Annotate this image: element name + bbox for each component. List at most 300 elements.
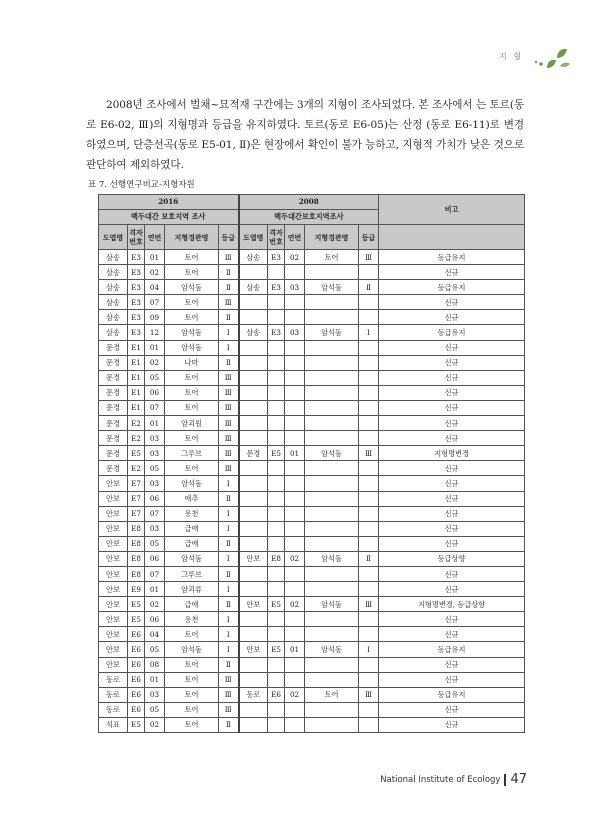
cell-serial: 12 <box>145 325 165 340</box>
cell-remark: 등급상향 <box>379 551 525 566</box>
cell-map-sheet: 안보 <box>99 476 128 491</box>
col-map-sheet: 도엽명 <box>239 225 268 250</box>
table-row <box>99 295 525 310</box>
cell-grid: E3 <box>128 295 145 310</box>
cell-remark: 신규 <box>379 461 525 476</box>
cell-serial: 03 <box>285 325 305 340</box>
cell-landform <box>305 521 359 536</box>
cell-landform: 암석돔 <box>305 642 359 657</box>
cell-serial: 01 <box>145 582 165 597</box>
cell-landform <box>305 476 359 491</box>
cell-landform: 암괴류 <box>165 582 219 597</box>
cell-grade: Ⅱ <box>219 310 239 325</box>
cell-landform <box>305 385 359 400</box>
cell-grade: Ⅲ <box>359 250 379 265</box>
cell-serial <box>285 612 305 627</box>
cell-grid: E8 <box>128 521 145 536</box>
cell-grade: Ⅱ <box>219 491 239 506</box>
cell-grade: Ⅱ <box>219 717 239 732</box>
cell-grid <box>268 536 285 551</box>
cell-serial: 01 <box>145 672 165 687</box>
col-serial: 연번 <box>285 225 305 250</box>
cell-grid: E6 <box>128 627 145 642</box>
footer-divider <box>504 774 506 786</box>
cell-grade <box>359 310 379 325</box>
cell-landform: 암석돔 <box>165 642 219 657</box>
cell-grid: E5 <box>128 717 145 732</box>
cell-remark: 신규 <box>379 491 525 506</box>
cell-grade: Ⅲ <box>219 431 239 446</box>
cell-map-sheet: 동로 <box>99 702 128 717</box>
cell-grade: Ⅱ <box>219 280 239 295</box>
cell-landform: 암석돔 <box>305 597 359 612</box>
table-row <box>99 491 525 506</box>
cell-serial <box>285 521 305 536</box>
cell-map-sheet: 안보 <box>239 642 268 657</box>
cell-grid: E3 <box>268 325 285 340</box>
col-landform-name: 지형경관명 <box>305 225 359 250</box>
cell-map-sheet <box>239 476 268 491</box>
cell-landform: 토어 <box>165 431 219 446</box>
cell-grid <box>268 295 285 310</box>
cell-remark: 지형명변경 <box>379 446 525 461</box>
cell-map-sheet: 삼송 <box>239 250 268 265</box>
col-remark-blank <box>379 225 525 250</box>
cell-serial: 03 <box>285 280 305 295</box>
footer-publisher: National Institute of Ecology <box>380 774 501 785</box>
cell-remark: 신규 <box>379 385 525 400</box>
table-row <box>99 627 525 642</box>
cell-serial: 01 <box>285 446 305 461</box>
cell-grid: E7 <box>128 476 145 491</box>
group-2016-name: 백두대간 보호지역 조사 <box>99 210 239 225</box>
cell-remark: 신규 <box>379 340 525 355</box>
cell-map-sheet: 안보 <box>239 597 268 612</box>
cell-remark: 등급유지 <box>379 280 525 295</box>
cell-map-sheet: 안보 <box>99 521 128 536</box>
cell-remark: 지형명변경, 등급상향 <box>379 597 525 612</box>
cell-grade: Ⅰ <box>219 521 239 536</box>
cell-map-sheet <box>239 491 268 506</box>
table-row <box>99 446 525 461</box>
cell-remark: 신규 <box>379 295 525 310</box>
cell-grid <box>268 265 285 280</box>
remark-header: 비고 <box>379 195 525 225</box>
cell-remark: 신규 <box>379 717 525 732</box>
table-row <box>99 325 525 340</box>
cell-grid <box>268 582 285 597</box>
table-row <box>99 340 525 355</box>
cell-serial: 05 <box>145 702 165 717</box>
cell-landform: 토어 <box>165 385 219 400</box>
table-row <box>99 551 525 566</box>
cell-grid <box>268 416 285 431</box>
cell-grade <box>359 521 379 536</box>
cell-landform: 토어 <box>165 687 219 702</box>
table-row <box>99 566 525 581</box>
cell-grade <box>359 340 379 355</box>
leaf-ornament-icon <box>533 46 573 76</box>
cell-grade <box>359 657 379 672</box>
col-grid-number: 격자번호 <box>128 225 145 250</box>
cell-landform: 토어 <box>165 657 219 672</box>
cell-serial <box>285 416 305 431</box>
page-number: 47 <box>510 772 527 787</box>
cell-grid: E1 <box>128 355 145 370</box>
cell-landform <box>305 295 359 310</box>
col-grade: 등급 <box>359 225 379 250</box>
cell-grade <box>359 295 379 310</box>
cell-landform <box>305 370 359 385</box>
cell-grid <box>268 400 285 415</box>
cell-remark: 신규 <box>379 702 525 717</box>
table-row <box>99 385 525 400</box>
cell-serial: 03 <box>145 431 165 446</box>
cell-grade: Ⅱ <box>359 551 379 566</box>
cell-map-sheet <box>239 627 268 642</box>
cell-landform <box>305 461 359 476</box>
paragraph-line: (동로 E6-11)로 변경하였으며, 단층선곡(동로 E5-01, Ⅱ)은 현장에서 확인이 불가 <box>86 119 524 151</box>
cell-map-sheet: 안보 <box>99 657 128 672</box>
cell-map-sheet <box>239 672 268 687</box>
cell-serial: 07 <box>145 506 165 521</box>
cell-remark: 신규 <box>379 521 525 536</box>
cell-grid <box>268 355 285 370</box>
cell-landform <box>305 431 359 446</box>
cell-serial: 07 <box>145 566 165 581</box>
cell-map-sheet: 안보 <box>99 551 128 566</box>
cell-serial: 05 <box>145 461 165 476</box>
cell-remark: 신규 <box>379 657 525 672</box>
cell-map-sheet: 삼송 <box>239 280 268 295</box>
cell-remark: 등급유지 <box>379 642 525 657</box>
cell-landform: 용천 <box>165 612 219 627</box>
table-row <box>99 702 525 717</box>
cell-serial <box>285 295 305 310</box>
cell-grade <box>359 431 379 446</box>
cell-grid: E5 <box>268 642 285 657</box>
cell-grid: E1 <box>128 340 145 355</box>
cell-landform: 암석돔 <box>305 325 359 340</box>
cell-landform: 암괴원 <box>165 416 219 431</box>
cell-grid <box>268 431 285 446</box>
cell-remark: 신규 <box>379 536 525 551</box>
cell-landform <box>305 506 359 521</box>
table-row <box>99 476 525 491</box>
cell-map-sheet <box>239 295 268 310</box>
cell-grade: Ⅲ <box>359 687 379 702</box>
cell-map-sheet: 문경 <box>99 446 128 461</box>
cell-map-sheet: 문경 <box>99 385 128 400</box>
table-row <box>99 506 525 521</box>
cell-landform: 토어 <box>165 627 219 642</box>
cell-grade <box>359 717 379 732</box>
cell-grade: Ⅱ <box>219 566 239 581</box>
cell-grid <box>268 385 285 400</box>
cell-landform <box>305 612 359 627</box>
cell-grade <box>359 566 379 581</box>
cell-serial <box>285 461 305 476</box>
cell-landform <box>305 627 359 642</box>
cell-landform <box>305 582 359 597</box>
cell-grade: Ⅲ <box>359 446 379 461</box>
cell-landform: 암석돔 <box>305 280 359 295</box>
cell-grade: Ⅰ <box>359 642 379 657</box>
table-row <box>99 582 525 597</box>
cell-landform: 암석돔 <box>165 551 219 566</box>
cell-map-sheet <box>239 521 268 536</box>
table-row <box>99 717 525 732</box>
cell-remark: 등급유지 <box>379 687 525 702</box>
cell-map-sheet: 삼송 <box>99 250 128 265</box>
cell-landform: 토어 <box>165 717 219 732</box>
cell-grade <box>359 355 379 370</box>
cell-grade <box>359 627 379 642</box>
cell-grid: E9 <box>128 582 145 597</box>
cell-grade: Ⅱ <box>219 355 239 370</box>
table-row <box>99 657 525 672</box>
cell-grid: E3 <box>128 325 145 340</box>
cell-serial: 01 <box>145 340 165 355</box>
cell-map-sheet: 문경 <box>99 340 128 355</box>
cell-landform: 암석돔 <box>165 476 219 491</box>
cell-serial <box>285 582 305 597</box>
cell-map-sheet <box>239 400 268 415</box>
table-row <box>99 280 525 295</box>
cell-grid: E3 <box>128 265 145 280</box>
cell-map-sheet <box>239 657 268 672</box>
page-footer <box>380 772 527 787</box>
cell-serial <box>285 657 305 672</box>
cell-serial <box>285 627 305 642</box>
group-2008-year: 2008 <box>239 195 379 210</box>
group-2016-year: 2016 <box>99 195 239 210</box>
cell-grade: Ⅰ <box>219 612 239 627</box>
cell-map-sheet: 안보 <box>99 597 128 612</box>
paragraph-line: 2008년 조사에서 벌채~묘적재 구간에는 3개의 지형이 조사되었다. 본 조사에서 <box>106 99 473 111</box>
cell-serial: 01 <box>285 642 305 657</box>
cell-map-sheet <box>239 536 268 551</box>
paragraph-line: 능하고, 지형적 가치가 낮은 것으로 판단하여 제외하였다. <box>86 139 524 171</box>
cell-landform <box>305 416 359 431</box>
cell-grid: E8 <box>128 536 145 551</box>
cell-grade: Ⅲ <box>219 250 239 265</box>
cell-grade: Ⅲ <box>219 295 239 310</box>
cell-map-sheet <box>239 717 268 732</box>
cell-landform: 암석돔 <box>165 280 219 295</box>
cell-serial: 05 <box>145 642 165 657</box>
cell-serial <box>285 566 305 581</box>
cell-grid: E1 <box>128 370 145 385</box>
cell-map-sheet: 안보 <box>99 612 128 627</box>
cell-serial: 09 <box>145 310 165 325</box>
cell-landform: 암석돔 <box>305 551 359 566</box>
cell-landform: 암석돔 <box>305 446 359 461</box>
page-header <box>499 46 573 76</box>
cell-grid <box>268 476 285 491</box>
cell-grade <box>359 461 379 476</box>
cell-serial: 02 <box>285 687 305 702</box>
col-grid-number: 격자번호 <box>268 225 285 250</box>
cell-map-sheet: 삼송 <box>99 280 128 295</box>
cell-serial: 02 <box>285 551 305 566</box>
cell-landform <box>305 265 359 280</box>
cell-serial: 07 <box>145 400 165 415</box>
cell-map-sheet: 안보 <box>99 566 128 581</box>
cell-serial <box>285 506 305 521</box>
cell-serial <box>285 491 305 506</box>
cell-serial <box>285 431 305 446</box>
cell-grade <box>359 265 379 280</box>
cell-grade: Ⅲ <box>219 370 239 385</box>
cell-grade: Ⅰ <box>219 627 239 642</box>
cell-remark: 신규 <box>379 355 525 370</box>
cell-map-sheet: 안보 <box>99 582 128 597</box>
cell-serial: 06 <box>145 551 165 566</box>
cell-remark: 신규 <box>379 265 525 280</box>
table-row <box>99 416 525 431</box>
cell-remark: 등급유지 <box>379 250 525 265</box>
cell-serial: 02 <box>285 597 305 612</box>
cell-landform: 토어 <box>305 250 359 265</box>
cell-grid: E1 <box>128 385 145 400</box>
cell-map-sheet: 문경 <box>99 461 128 476</box>
cell-grid: E3 <box>128 280 145 295</box>
cell-landform <box>305 310 359 325</box>
cell-landform: 용천 <box>165 506 219 521</box>
cell-map-sheet <box>239 702 268 717</box>
cell-remark: 신규 <box>379 370 525 385</box>
cell-map-sheet: 동로 <box>99 687 128 702</box>
cell-grid <box>268 521 285 536</box>
cell-serial <box>285 355 305 370</box>
cell-grid: E1 <box>128 400 145 415</box>
cell-grid: E5 <box>268 597 285 612</box>
cell-remark: 신규 <box>379 476 525 491</box>
table-row <box>99 642 525 657</box>
cell-grade: Ⅲ <box>219 461 239 476</box>
cell-grid <box>268 672 285 687</box>
cell-map-sheet: 안보 <box>99 642 128 657</box>
cell-landform: 토어 <box>165 310 219 325</box>
cell-map-sheet: 문경 <box>99 416 128 431</box>
cell-landform: 암석돔 <box>165 325 219 340</box>
cell-map-sheet <box>239 431 268 446</box>
cell-grid: E7 <box>128 491 145 506</box>
table-row <box>99 400 525 415</box>
cell-landform: 토어 <box>305 687 359 702</box>
col-grade: 등급 <box>219 225 239 250</box>
cell-map-sheet: 안보 <box>99 536 128 551</box>
cell-map-sheet <box>239 340 268 355</box>
col-map-sheet: 도엽명 <box>99 225 128 250</box>
cell-grade: Ⅲ <box>219 416 239 431</box>
cell-grade <box>359 370 379 385</box>
cell-grid <box>268 627 285 642</box>
table-row <box>99 265 525 280</box>
cell-serial: 02 <box>145 717 165 732</box>
cell-serial <box>285 672 305 687</box>
cell-remark: 신규 <box>379 400 525 415</box>
cell-serial: 01 <box>145 250 165 265</box>
cell-grid <box>268 310 285 325</box>
cell-map-sheet <box>239 265 268 280</box>
cell-remark: 신규 <box>379 566 525 581</box>
cell-serial: 04 <box>145 280 165 295</box>
col-serial: 연번 <box>145 225 165 250</box>
cell-grade <box>359 416 379 431</box>
cell-grid: E7 <box>128 506 145 521</box>
cell-remark: 신규 <box>379 416 525 431</box>
cell-landform: 나마 <box>165 355 219 370</box>
cell-grade: Ⅰ <box>219 551 239 566</box>
cell-serial: 05 <box>145 536 165 551</box>
cell-grid <box>268 340 285 355</box>
cell-map-sheet: 안보 <box>99 491 128 506</box>
cell-map-sheet <box>239 612 268 627</box>
cell-grade: Ⅱ <box>359 280 379 295</box>
cell-serial <box>285 385 305 400</box>
cell-landform <box>305 400 359 415</box>
cell-grid: E6 <box>128 657 145 672</box>
cell-map-sheet <box>239 461 268 476</box>
table-row <box>99 310 525 325</box>
cell-landform: 토어 <box>165 400 219 415</box>
cell-grid: E6 <box>268 687 285 702</box>
cell-grade: Ⅰ <box>219 340 239 355</box>
cell-serial <box>285 370 305 385</box>
cell-grid: E2 <box>128 431 145 446</box>
cell-grade <box>359 582 379 597</box>
cell-grade <box>359 491 379 506</box>
cell-grid <box>268 461 285 476</box>
cell-landform: 토어 <box>165 250 219 265</box>
cell-landform: 토어 <box>165 461 219 476</box>
cell-landform <box>305 702 359 717</box>
table-row <box>99 521 525 536</box>
cell-remark: 신규 <box>379 506 525 521</box>
cell-serial: 04 <box>145 627 165 642</box>
cell-map-sheet <box>239 385 268 400</box>
cell-landform: 토어 <box>165 702 219 717</box>
cell-serial: 03 <box>145 687 165 702</box>
table-row <box>99 431 525 446</box>
cell-grid: E3 <box>268 250 285 265</box>
cell-grade: Ⅰ <box>219 506 239 521</box>
table-caption: 표 7. 선행연구비교-지형자원 <box>88 180 195 190</box>
cell-landform: 토어 <box>165 265 219 280</box>
cell-serial <box>285 400 305 415</box>
cell-grade: Ⅲ <box>219 672 239 687</box>
cell-map-sheet <box>239 310 268 325</box>
cell-grid: E8 <box>128 551 145 566</box>
cell-grid: E6 <box>128 672 145 687</box>
cell-grade: Ⅰ <box>359 325 379 340</box>
cell-map-sheet: 삼송 <box>99 325 128 340</box>
cell-grade: Ⅱ <box>219 657 239 672</box>
table-row <box>99 461 525 476</box>
cell-map-sheet: 문경 <box>99 355 128 370</box>
cell-serial: 02 <box>285 250 305 265</box>
table-row <box>99 536 525 551</box>
table-row <box>99 370 525 385</box>
cell-serial <box>285 536 305 551</box>
cell-landform: 급애 <box>165 536 219 551</box>
cell-landform <box>305 672 359 687</box>
cell-serial <box>285 702 305 717</box>
cell-landform: 그루브 <box>165 446 219 461</box>
table-row <box>99 612 525 627</box>
